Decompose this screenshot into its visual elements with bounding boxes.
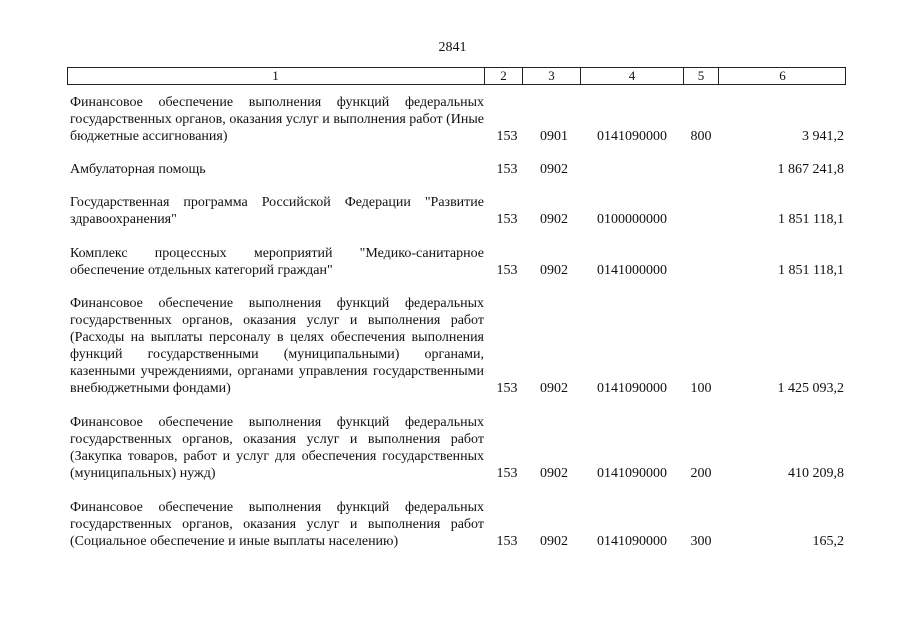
col-5-value: 800: [690, 129, 712, 144]
row-description: Финансовое обеспечение выполнения функций федеральных государственных органов, оказания услуг и выполнения работ (Расходы на выплаты персоналу в целях обеспечения выполнения функций государственными (муниципальными) органами, казенными учреждениями, органами управления государственными внебюджетными фондами): [70, 296, 484, 396]
col-6-value: 1 851 118,1: [778, 263, 844, 278]
row-description: Финансовое обеспечение выполнения функций федеральных государственных органов, оказания услуг и выполнения работ (Социальное обеспечение и иные выплаты населению): [70, 500, 484, 549]
col-5-value: 100: [690, 381, 712, 396]
col-2-value: 153: [496, 263, 518, 278]
col-3-value: 0902: [540, 466, 568, 481]
col-4-value: 0141090000: [597, 534, 667, 549]
col-3-value: 0902: [540, 212, 568, 227]
col-6-value: 1 425 093,2: [777, 381, 844, 396]
col-6-value: 1 851 118,1: [778, 212, 844, 227]
col-6-value: 165,2: [812, 534, 844, 549]
col-6-value: 1 867 241,8: [777, 162, 844, 177]
header-col-5: 5: [684, 67, 719, 85]
row-description: Финансовое обеспечение выполнения функций федеральных государственных органов, оказания услуг и выполнения работ (Иные бюджетные ассигнования): [70, 95, 484, 144]
page-number: 2841: [438, 40, 467, 55]
col-2-value: 153: [496, 162, 518, 177]
col-4-value: 0141090000: [597, 129, 667, 144]
header-col-3: 3: [523, 67, 581, 85]
col-4-value: 0141090000: [597, 466, 667, 481]
row-description: Амбулаторная помощь: [70, 162, 206, 177]
col-2-value: 153: [496, 534, 518, 549]
col-2-value: 153: [496, 212, 518, 227]
col-6-value: 3 941,2: [802, 129, 844, 144]
header-col-4: 4: [581, 67, 684, 85]
col-4-value: 0141090000: [597, 381, 667, 396]
col-3-value: 0901: [540, 129, 568, 144]
col-3-value: 0902: [540, 263, 568, 278]
header-col-2: 2: [485, 67, 523, 85]
header-col-1: 1: [67, 67, 485, 85]
col-3-value: 0902: [540, 162, 568, 177]
col-2-value: 153: [496, 129, 518, 144]
row-description: Государственная программа Российской Федерации "Развитие здравоохранения": [70, 195, 484, 227]
col-3-value: 0902: [540, 534, 568, 549]
row-description: Комплекс процессных мероприятий "Медико-санитарное обеспечение отдельных категорий граждан": [70, 246, 484, 278]
col-2-value: 153: [496, 466, 518, 481]
col-4-value: 0141000000: [597, 263, 667, 278]
col-6-value: 410 209,8: [788, 466, 844, 481]
row-description: Финансовое обеспечение выполнения функций федеральных государственных органов, оказания услуг и выполнения работ (Закупка товаров, работ и услуг для обеспечения государственных (муниципальных) нужд): [70, 415, 484, 481]
col-5-value: 200: [690, 466, 712, 481]
col-2-value: 153: [496, 381, 518, 396]
col-5-value: 300: [690, 534, 712, 549]
header-col-6: 6: [779, 68, 786, 83]
col-3-value: 0902: [540, 381, 568, 396]
col-4-value: 0100000000: [597, 212, 667, 227]
